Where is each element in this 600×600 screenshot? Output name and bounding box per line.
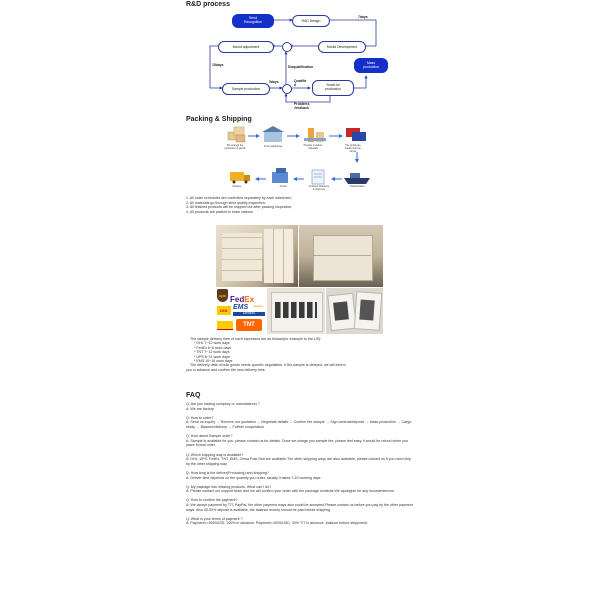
- delivery-item: * UPS 8~11 work days: [194, 354, 230, 359]
- small-lot-box: Small-lot production: [312, 80, 354, 96]
- faq-title: FAQ: [186, 392, 201, 399]
- mass-production-box: Mass production: [354, 58, 388, 73]
- sample-production-box: Sample production: [222, 83, 270, 95]
- fedex-logo-fed: Fed: [230, 295, 245, 304]
- faq-question: Q: What is your terms of payment ?: [186, 516, 243, 521]
- mould-junction: [282, 42, 292, 52]
- warehouse-icon: [262, 126, 284, 142]
- faq-answer: A: DHL, UPS, FedEx, TNT, EMS, China Post,Sea are available.The other shipping ways are also available, please contact us if you need ship by the other shipping way.: [186, 457, 412, 466]
- step-customs-label: Customs clearance & shipment: [308, 185, 330, 191]
- step-produce-label: We arrange the production of goods: [224, 144, 246, 150]
- disqualification-label: Disqualification: [288, 65, 314, 69]
- step-warehouse-label: In the warehouse: [263, 145, 283, 148]
- dhl-logo: DHL: [217, 306, 231, 315]
- ems-logo-sub: EXPRESS: [233, 312, 265, 316]
- ems-logo-main: EMS: [233, 304, 249, 311]
- ship-icon: [344, 173, 370, 184]
- packing-list: [186, 196, 292, 214]
- faq-question: Q: My package has missing products. What can I do?: [186, 484, 272, 489]
- faq-answer: A: We are factory.: [186, 406, 215, 411]
- packing-list-item: 3. All finished products will be shipped out after passing inspection;: [186, 205, 293, 210]
- faq-question: Q: How to confirm the payment?: [186, 498, 238, 503]
- customs-icon: [312, 170, 324, 184]
- delivery-item: * EMS 10~16 work days: [194, 359, 233, 364]
- faq-answer: A: We accept payment by T/T, PayPal, the other payment ways also could be accepted.Please contact us before you pay by the other payment ways. Also 30-50% deposit is available, the balance money should be paid before shipping.: [186, 503, 414, 512]
- courier-logos: [216, 288, 266, 334]
- mould-adjustment-box: Mould adjustment: [218, 41, 274, 53]
- photo-foam-packaging: [267, 288, 325, 334]
- faq-answer: A: Send us inquiry → Receive our quotation → Negotiate details → Confirm the sample → Sign contract/deposit → Mass production → Cargo ready → Balance/delivery → Further cooperation: [186, 420, 412, 429]
- photo-stacked-cartons: [216, 225, 298, 287]
- faq-item: [186, 434, 414, 448]
- faq-question: Q: How to order?: [186, 415, 214, 420]
- boxes-icon: [228, 127, 245, 142]
- tnt-logo: TNT: [236, 319, 262, 331]
- packing-list-item: 2. All materials go through strict quality inspection;: [186, 200, 266, 205]
- faq-item: [186, 471, 414, 480]
- faq-question: Q: How long is the deliver(Producing) and shipping?: [186, 470, 269, 475]
- faq-list: [186, 402, 414, 531]
- delivery-item: * DHL 7~12 work days: [194, 341, 230, 346]
- step-delivery-label: Delivery: [232, 185, 242, 188]
- rd-design-box: R&D Design: [292, 15, 330, 27]
- faq-item: [186, 453, 414, 467]
- delivery-item: * FedEx 6~8 work days: [194, 345, 232, 350]
- faq-answer: A: Deliver time depends on the quantity you order. usually it takes 7-15 working days.: [186, 475, 322, 480]
- fedex-logo-sub: Express: [253, 305, 263, 308]
- days7-label: 7days: [358, 15, 368, 19]
- days5-label: 5days: [269, 80, 279, 84]
- packing-flow-graphics: [226, 124, 376, 194]
- fedex-logo-ex: Ex: [244, 295, 255, 304]
- packing-title: Packing & Shipping: [186, 116, 252, 123]
- faq-item: [186, 416, 414, 430]
- packing-list-item: 4. All products are packed in foam cartons: [186, 209, 253, 214]
- faq-answer: A: Sample is available for you. please contact us for details. Once we charge you sample fee, please feel easy, it would be refund when you place formal order.: [186, 438, 408, 448]
- delivery-note: The delivery date of bulk goods needs specific negotiation. If the sample is delayed, we will inform: [190, 363, 346, 368]
- ems-logo: [233, 304, 265, 317]
- days15-label: 15days: [212, 63, 224, 67]
- prepare-icon: [304, 128, 326, 142]
- delivery-truck-icon: [230, 172, 250, 184]
- ups-logo: ups: [217, 289, 228, 302]
- mould-development-box: Mould Development: [318, 41, 366, 53]
- faq-answer: A: Payment<=5000USD, 100% in advance. Payment>=5000USD, 30% T/T in advance ,balance before shippment.: [186, 521, 369, 526]
- delivery-intro: The sample delivery time of each expresses are as follows(for example to the US):: [190, 337, 322, 341]
- faq-answer: A: Please contact our support team and we will confirm your order with the package contents.We apologize for any inconveniences.: [186, 489, 395, 494]
- faq-question: Q: Which shipping way is available?: [186, 452, 244, 457]
- step-transport-label: Transportation: [349, 185, 365, 188]
- rd-title: R&D process: [186, 1, 230, 8]
- faq-item: [186, 402, 414, 411]
- photo-packed-products: [326, 288, 383, 334]
- step-arrival-label: Arrival: [279, 185, 287, 188]
- delivery-section: [186, 337, 346, 372]
- faq-question: Q: Are you trading company or manufacturer ?: [186, 402, 260, 406]
- photo-warehouse-cartons: [299, 225, 383, 287]
- step-loaded-label: The goods are loaded into the carrier: [345, 144, 361, 153]
- faq-item: [186, 498, 414, 512]
- packing-list-item: 1. All order schedules are controlled separately by each salesman;: [186, 196, 292, 200]
- delivery-item: * TNT 7~12 work days: [194, 350, 230, 355]
- delivery-note-cont: you in advance and confirm the new delivery time.: [186, 367, 266, 372]
- step-prepare-label: Prepare to deliver materials: [303, 144, 323, 150]
- qualified-label: Qualifie d: [294, 79, 307, 87]
- faq-item: [186, 485, 414, 494]
- problems-feedback-label: Problems feedback: [294, 102, 310, 110]
- faq-question: Q: How about Sample order?: [186, 434, 233, 439]
- arrival-icon: [272, 168, 288, 183]
- quality-junction: [282, 84, 292, 94]
- send-recognition-box: Send Recognition: [232, 14, 274, 28]
- dhl-bar-logo: [217, 321, 233, 330]
- faq-item: [186, 517, 414, 526]
- container-icon: [346, 128, 366, 141]
